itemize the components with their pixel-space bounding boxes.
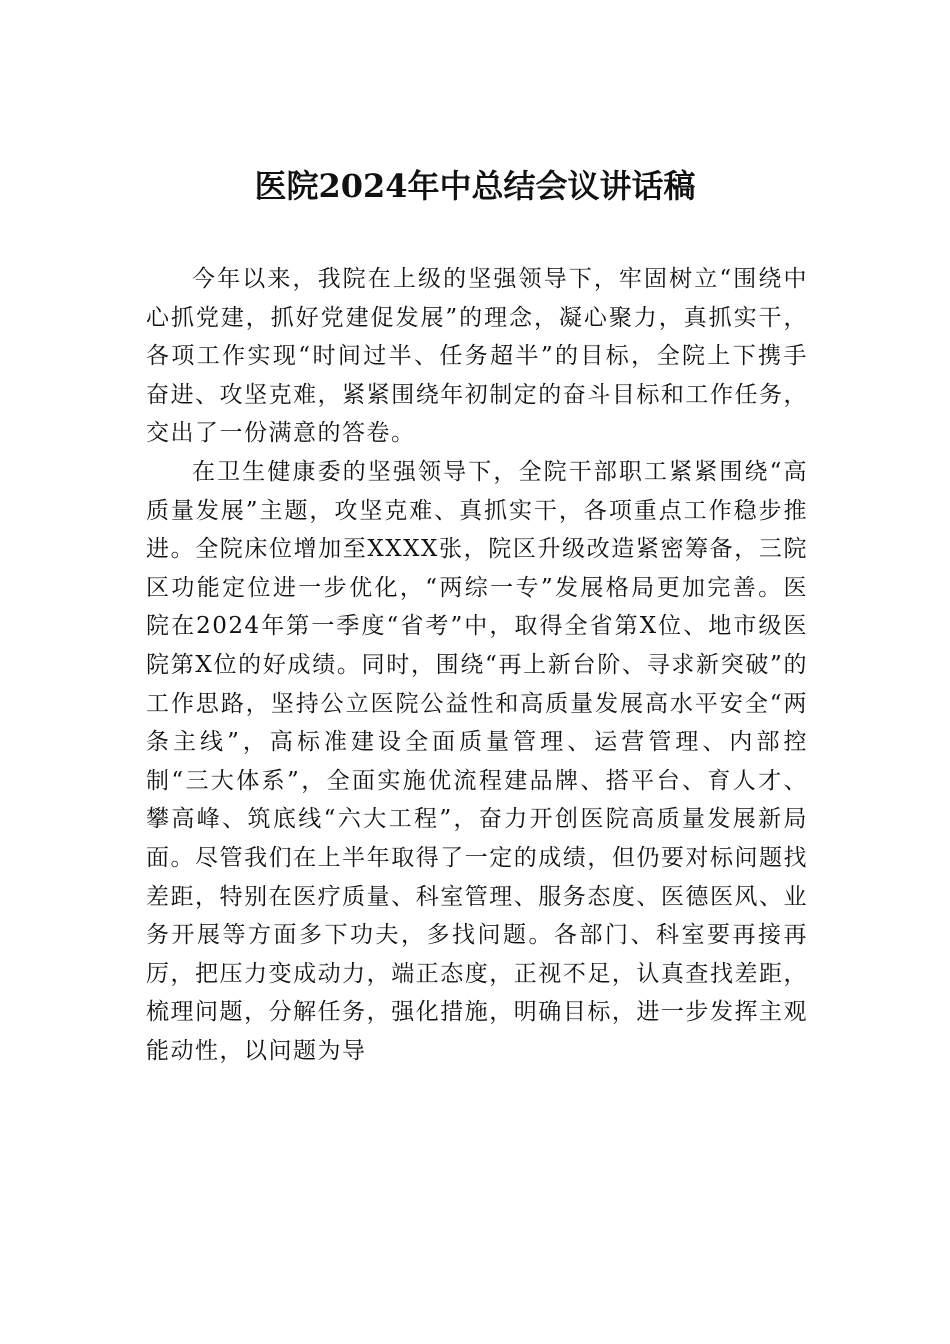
document-title: 医院2024年中总结会议讲话稿 bbox=[254, 167, 696, 205]
paragraph-progress: 在卫生健康委的坚强领导下，全院干部职工紧紧围绕“高质量发展”主题，攻坚克难、真抓实干，各项重点工作稳步推进。全院床位增加至XXXX张，院区升级改造紧密筹备，三院区功能定位进一步优化，“两综一专”发展格局更加完善。医院在2024年第一季度“省考”中，取得全省第X位、地市级医院第X位的好成绩。同时，围绕“再上新台阶、寻求新突破”的工作思路，坚持公立医院公益性和高质量发展高水平安全“两条主线”，高标准建设全面质量管理、运营管理、内部控制“三大体系”，全面实施优流程建品牌、搭平台、育人才、攀高峰、筑底线“六大工程”，奋力开创医院高质量发展新局面。尽管我们在上半年取得了一定的成绩，但仍要对标问题找差距，特别在医疗质量、科室管理、服务态度、医德医风、业务开展等方面多下功夫，多找问题。各部门、科室要再接再厉，把压力变成动力，端正态度，正视不足，认真查找差距，梳理问题，分解任务，强化措施，明确目标，进一步发挥主观能动性，以问题为导 bbox=[146, 458, 808, 1064]
document-body bbox=[146, 260, 808, 1070]
paragraph-intro: 今年以来，我院在上级的坚强领导下，牢固树立“围绕中心抓党建，抓好党建促发展”的理念，凝心聚力，真抓实干，各项工作实现“时间过半、任务超半”的目标，全院上下携手奋进、攻坚克难，紧紧围绕年初制定的奋斗目标和工作任务，交出了一份满意的答卷。 bbox=[146, 266, 808, 447]
